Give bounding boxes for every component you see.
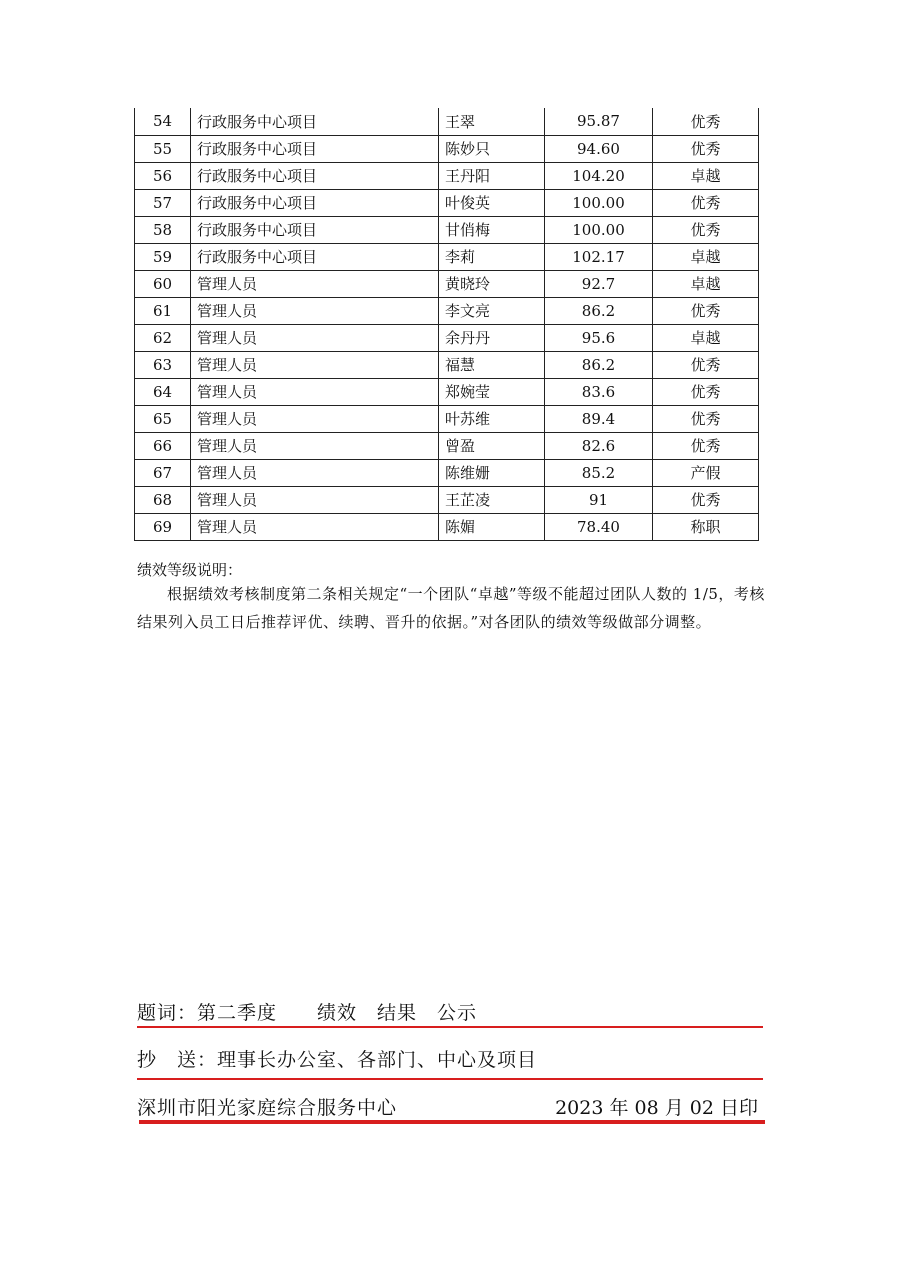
cell-project: 行政服务中心项目 [191,135,439,162]
cell-score: 82.6 [545,432,653,459]
cell-name: 余丹丹 [439,324,545,351]
cell-grade: 卓越 [653,243,759,270]
cell-name: 郑婉莹 [439,378,545,405]
cell-no: 63 [135,351,191,378]
print-date: 2023 年 08 月 02 日印 [555,1097,758,1119]
cell-no: 66 [135,432,191,459]
table-row [135,297,759,324]
cell-name: 王丹阳 [439,162,545,189]
cell-grade: 卓越 [653,270,759,297]
note-title: 绩效等级说明： [137,561,243,579]
cell-name: 王翠 [439,108,545,135]
cell-grade: 优秀 [653,351,759,378]
cell-project: 管理人员 [191,378,439,405]
table-row [135,405,759,432]
table-row [135,162,759,189]
cell-score: 83.6 [545,378,653,405]
cell-project: 管理人员 [191,432,439,459]
cell-grade: 优秀 [653,135,759,162]
cell-no: 60 [135,270,191,297]
cell-score: 89.4 [545,405,653,432]
cell-score: 86.2 [545,297,653,324]
cell-score: 100.00 [545,216,653,243]
cell-project: 行政服务中心项目 [191,243,439,270]
cell-score: 94.60 [545,135,653,162]
cell-grade: 产假 [653,459,759,486]
keywords-label: 题词： [137,1002,198,1024]
table-row [135,108,759,135]
cc-label: 抄 送： [137,1049,218,1071]
cell-project: 管理人员 [191,513,439,540]
cell-grade: 优秀 [653,189,759,216]
note-body: 根据绩效考核制度第二条相关规定“一个团队“卓越”等级不能超过团队人数的 1/5，考核结果列入员工日后推荐评优、续聘、晋升的依据。”对各团队的绩效等级做部分调整。 [137,585,765,631]
table-row [135,189,759,216]
cell-score: 86.2 [545,351,653,378]
cc-text: 理事长办公室、各部门、中心及项目 [217,1049,538,1071]
cell-score: 92.7 [545,270,653,297]
table-row [135,270,759,297]
org-name: 深圳市阳光家庭综合服务中心 [137,1097,398,1119]
cell-grade: 优秀 [653,108,759,135]
cell-name: 曾盈 [439,432,545,459]
table-row [135,378,759,405]
cc-line [137,1045,537,1072]
cell-score: 95.87 [545,108,653,135]
table-row [135,351,759,378]
result-table [134,108,759,541]
cell-project: 行政服务中心项目 [191,189,439,216]
cell-project: 管理人员 [191,405,439,432]
cell-name: 叶俊英 [439,189,545,216]
cell-no: 67 [135,459,191,486]
cell-no: 57 [135,189,191,216]
cell-grade: 优秀 [653,297,759,324]
cell-score: 85.2 [545,459,653,486]
table-row [135,216,759,243]
table-row [135,135,759,162]
keywords-line [137,998,477,1025]
cell-grade: 优秀 [653,405,759,432]
cell-project: 管理人员 [191,324,439,351]
cell-name: 李文亮 [439,297,545,324]
table-row [135,459,759,486]
cell-project: 管理人员 [191,486,439,513]
cell-no: 68 [135,486,191,513]
cell-project: 管理人员 [191,351,439,378]
cell-no: 56 [135,162,191,189]
table-body [135,108,759,540]
cell-name: 叶苏维 [439,405,545,432]
cell-score: 102.17 [545,243,653,270]
cell-grade: 卓越 [653,324,759,351]
table-row [135,243,759,270]
cell-project: 行政服务中心项目 [191,108,439,135]
rule-cc [137,1078,763,1080]
cell-score: 91 [545,486,653,513]
cell-name: 陈维姗 [439,459,545,486]
table-row [135,432,759,459]
cell-grade: 称职 [653,513,759,540]
cell-project: 管理人员 [191,459,439,486]
cell-score: 100.00 [545,189,653,216]
cell-name: 黄晓玲 [439,270,545,297]
cell-grade: 优秀 [653,216,759,243]
cell-name: 王芷凌 [439,486,545,513]
cell-no: 69 [135,513,191,540]
rule-keywords [137,1026,763,1028]
cell-name: 李莉 [439,243,545,270]
cell-grade: 卓越 [653,162,759,189]
cell-name: 陈妙只 [439,135,545,162]
cell-no: 58 [135,216,191,243]
cell-no: 62 [135,324,191,351]
cell-project: 管理人员 [191,297,439,324]
cell-project: 行政服务中心项目 [191,162,439,189]
cell-name: 甘俏梅 [439,216,545,243]
table-row [135,324,759,351]
table-row [135,486,759,513]
cell-score: 104.20 [545,162,653,189]
cell-score: 95.6 [545,324,653,351]
cell-no: 65 [135,405,191,432]
cell-project: 管理人员 [191,270,439,297]
keywords-text: 第二季度 绩效 结果 公示 [197,1002,478,1024]
cell-grade: 优秀 [653,432,759,459]
cell-no: 64 [135,378,191,405]
rule-bottom-thick [139,1120,765,1124]
cell-name: 陈媚 [439,513,545,540]
cell-no: 59 [135,243,191,270]
cell-no: 61 [135,297,191,324]
cell-name: 福慧 [439,351,545,378]
cell-grade: 优秀 [653,378,759,405]
cell-no: 55 [135,135,191,162]
cell-project: 行政服务中心项目 [191,216,439,243]
cell-grade: 优秀 [653,486,759,513]
table-row [135,513,759,540]
cell-no: 54 [135,108,191,135]
cell-score: 78.40 [545,513,653,540]
